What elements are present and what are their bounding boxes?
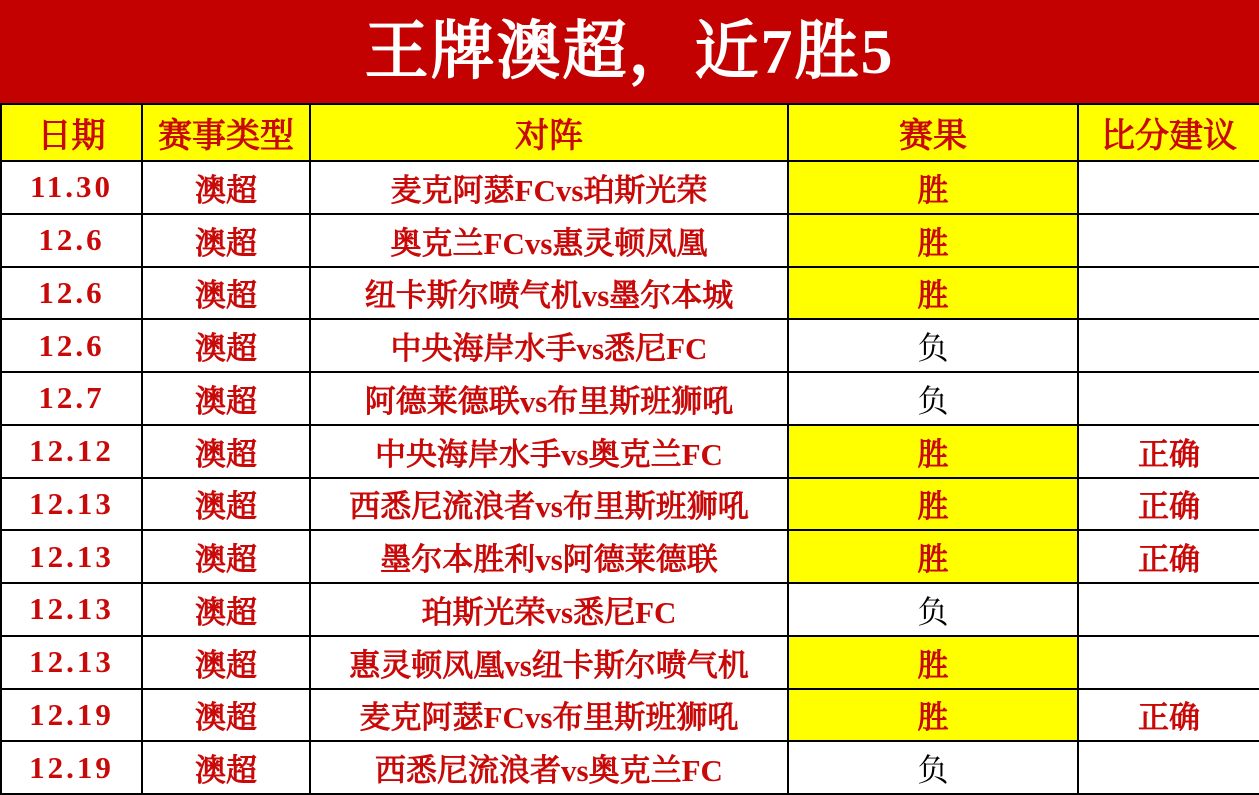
table-row — [1, 319, 1259, 372]
result-cell: 负 — [788, 372, 1078, 425]
league-cell: 澳超 — [142, 161, 310, 214]
header-row — [1, 104, 1259, 161]
date-cell: 12.19 — [1, 689, 142, 742]
match-cell: 麦克阿瑟FCvs珀斯光荣 — [310, 161, 788, 214]
match-cell: 惠灵顿凤凰vs纽卡斯尔喷气机 — [310, 636, 788, 689]
table-row — [1, 372, 1259, 425]
match-cell: 纽卡斯尔喷气机vs墨尔本城 — [310, 267, 788, 320]
advice-cell: 正确 — [1078, 478, 1259, 531]
table-row — [1, 267, 1259, 320]
league-cell: 澳超 — [142, 214, 310, 267]
league-cell: 澳超 — [142, 689, 310, 742]
match-cell: 麦克阿瑟FCvs布里斯班狮吼 — [310, 689, 788, 742]
match-cell: 墨尔本胜利vs阿德莱德联 — [310, 530, 788, 583]
result-cell: 负 — [788, 741, 1078, 794]
date-cell: 12.7 — [1, 372, 142, 425]
match-cell: 中央海岸水手vs奥克兰FC — [310, 425, 788, 478]
table-row — [1, 636, 1259, 689]
result-cell: 胜 — [788, 478, 1078, 531]
result-cell: 胜 — [788, 425, 1078, 478]
match-cell: 西悉尼流浪者vs布里斯班狮吼 — [310, 478, 788, 531]
league-cell: 澳超 — [142, 741, 310, 794]
header-league: 赛事类型 — [142, 104, 310, 161]
league-cell: 澳超 — [142, 530, 310, 583]
advice-cell: 正确 — [1078, 425, 1259, 478]
match-cell: 西悉尼流浪者vs奥克兰FC — [310, 741, 788, 794]
date-cell: 12.6 — [1, 319, 142, 372]
table-row — [1, 689, 1259, 742]
table-row — [1, 161, 1259, 214]
match-cell: 阿德莱德联vs布里斯班狮吼 — [310, 372, 788, 425]
date-cell: 12.19 — [1, 741, 142, 794]
league-cell: 澳超 — [142, 319, 310, 372]
table-header — [1, 104, 1259, 161]
header-match: 对阵 — [310, 104, 788, 161]
date-cell: 12.12 — [1, 425, 142, 478]
result-cell: 负 — [788, 319, 1078, 372]
advice-cell: 正确 — [1078, 530, 1259, 583]
date-cell: 12.13 — [1, 636, 142, 689]
advice-cell — [1078, 161, 1259, 214]
league-cell: 澳超 — [142, 372, 310, 425]
advice-cell — [1078, 372, 1259, 425]
table-row — [1, 214, 1259, 267]
advice-cell — [1078, 583, 1259, 636]
match-cell: 珀斯光荣vs悉尼FC — [310, 583, 788, 636]
league-cell: 澳超 — [142, 425, 310, 478]
date-cell: 12.13 — [1, 530, 142, 583]
league-cell: 澳超 — [142, 636, 310, 689]
result-cell: 胜 — [788, 267, 1078, 320]
header-date: 日期 — [1, 104, 142, 161]
result-cell: 胜 — [788, 636, 1078, 689]
date-cell: 11.30 — [1, 161, 142, 214]
advice-cell — [1078, 636, 1259, 689]
result-cell: 胜 — [788, 214, 1078, 267]
table-row — [1, 478, 1259, 531]
match-cell: 奥克兰FCvs惠灵顿凤凰 — [310, 214, 788, 267]
table-row — [1, 425, 1259, 478]
date-cell: 12.6 — [1, 214, 142, 267]
advice-cell — [1078, 267, 1259, 320]
header-result: 赛果 — [788, 104, 1078, 161]
header-advice: 比分建议 — [1078, 104, 1259, 161]
result-cell: 胜 — [788, 689, 1078, 742]
results-table-body — [1, 161, 1259, 794]
league-cell: 澳超 — [142, 583, 310, 636]
title-banner — [0, 0, 1259, 103]
date-cell: 12.6 — [1, 267, 142, 320]
page-title: 王牌澳超，近7胜5 — [364, 15, 895, 87]
result-cell: 胜 — [788, 161, 1078, 214]
date-cell: 12.13 — [1, 583, 142, 636]
table-row — [1, 741, 1259, 794]
advice-cell — [1078, 741, 1259, 794]
date-cell: 12.13 — [1, 478, 142, 531]
advice-cell: 正确 — [1078, 689, 1259, 742]
match-cell: 中央海岸水手vs悉尼FC — [310, 319, 788, 372]
advice-cell — [1078, 214, 1259, 267]
advice-cell — [1078, 319, 1259, 372]
result-cell: 负 — [788, 583, 1078, 636]
table-row — [1, 583, 1259, 636]
league-cell: 澳超 — [142, 478, 310, 531]
league-cell: 澳超 — [142, 267, 310, 320]
table-row — [1, 530, 1259, 583]
result-cell: 胜 — [788, 530, 1078, 583]
results-table — [0, 103, 1259, 795]
